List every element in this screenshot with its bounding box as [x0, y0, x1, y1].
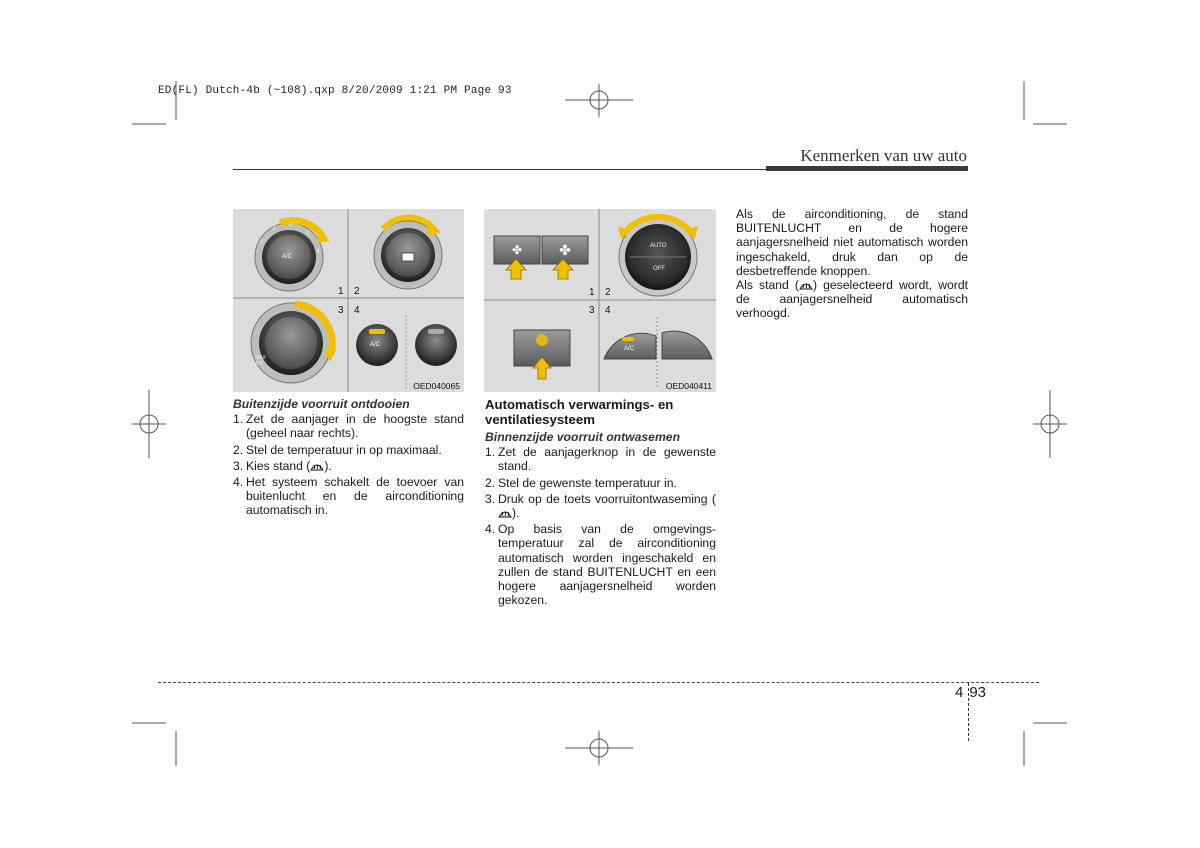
panel-number-3: 3 — [589, 305, 595, 316]
step-number: 1. — [485, 445, 496, 460]
step-number: 3. — [233, 458, 244, 473]
note-text-end: ) geselecteerd wordt, wordt de aanjagersnelheid automatisch verhoogd. — [736, 278, 969, 321]
knob1-scale-3: 3 — [306, 230, 310, 236]
ac-button-label: A/C — [370, 342, 381, 348]
step-number: 2. — [233, 442, 244, 457]
panel-number-4: 4 — [354, 305, 360, 316]
panel-number-3: 3 — [338, 305, 344, 316]
panel-number-1: 1 — [589, 287, 595, 298]
knob1-ac-label: A/C — [282, 254, 293, 260]
step-text: Op basis van de omgevings-temperatuur zal de airconditioning automatisch worden ingeschakeld en zullen de stand BUITENLUCHT en een hogere aanjagersnelheid worden gekozen. — [498, 522, 716, 608]
print-slug: ED(FL) Dutch-4b (~108).qxp 8/20/2009 1:21 PM Page 93 — [158, 85, 512, 97]
list-item — [485, 476, 716, 490]
note-paragraph-defrost — [736, 278, 968, 321]
knob1-scale-4: 4 — [316, 249, 320, 255]
page-number — [955, 684, 986, 701]
list-item — [485, 522, 716, 607]
list-item — [233, 412, 464, 440]
step-number: 3. — [485, 491, 496, 506]
step-text: Het systeem schakelt de toevoer van buitenlucht en de airconditioning automatisch in. — [246, 475, 464, 518]
step-text: Stel de gewenste temperatuur in. — [498, 475, 677, 490]
step-number: 2. — [485, 475, 496, 490]
steps-list — [485, 445, 716, 607]
dial-auto-label: AUTO — [650, 243, 667, 249]
panel-number-2: 2 — [605, 287, 611, 298]
column-notes — [736, 207, 968, 321]
list-item — [485, 445, 716, 473]
step-text: Zet de aanjagerknop in de gewenste stand. — [498, 445, 716, 474]
step-number: 4. — [233, 475, 244, 490]
knob3-max-ac-label: MAX A/C — [255, 355, 266, 367]
step-text: Druk op de toets voorruitontwaseming ( — [498, 491, 716, 506]
figure-code: OED040065 — [413, 381, 460, 391]
step-text: Zet de aanjager in de hoogste stand (geheel naar rechts). — [246, 412, 464, 441]
knob1-scale-2: 2 — [289, 222, 293, 228]
list-item — [485, 492, 716, 520]
step-text-end: ). — [324, 458, 332, 473]
step-number: 4. — [485, 522, 496, 537]
note-text: Als stand ( — [736, 278, 799, 293]
list-item — [233, 443, 464, 457]
header-bar — [766, 166, 968, 171]
svg-text:✤: ✤ — [511, 243, 523, 257]
step-text: Stel de temperatuur in op maximaal. — [246, 442, 442, 457]
chapter-number: 4 — [955, 684, 964, 701]
knob1-scale-0: 0 — [260, 240, 264, 246]
list-item — [233, 475, 464, 518]
defrost-icon — [498, 508, 512, 519]
caption-exterior-defrost: Buitenzijde voorruit ontdooien — [233, 397, 410, 411]
list-item — [233, 459, 464, 473]
figure-auto-climate-controls — [484, 209, 716, 392]
figure-defrost-controls — [233, 209, 464, 392]
svg-text:✤: ✤ — [559, 243, 571, 259]
figure-code: OED040411 — [665, 381, 712, 391]
steps-list — [233, 412, 464, 517]
heading-auto-climate: Automatisch verwarmings- en ventilatiesysteem — [485, 397, 674, 427]
ac-button-label: A/C — [624, 346, 635, 352]
column-auto-climate — [485, 397, 716, 609]
footer-rule — [158, 682, 1039, 683]
step-number: 1. — [233, 412, 244, 427]
panel-number-1: 1 — [338, 286, 344, 297]
knob1-scale-1: 1 — [273, 226, 277, 232]
defrost-icon — [799, 280, 813, 291]
section-title: Kenmerken van uw auto — [800, 146, 967, 165]
page-number-value: 93 — [969, 684, 987, 701]
panel-number-4: 4 — [605, 305, 611, 316]
caption-interior-demist: Binnenzijde voorruit ontwasemen — [485, 430, 681, 444]
defrost-icon — [310, 461, 324, 472]
note-paragraph: Als de airconditioning, de stand BUITENLUCHT en de hogere aanjagersnelheid niet automatisch worden ingeschakeld, druk dan op de desbetreffende knoppen. — [736, 207, 968, 278]
step-text: Kies stand ( — [246, 458, 311, 473]
dial-off-label: OFF — [653, 266, 665, 272]
panel-number-2: 2 — [354, 286, 360, 297]
figure2-illustration — [484, 209, 716, 392]
page-number-divider — [968, 683, 969, 741]
column-exterior-defrost — [233, 397, 464, 520]
step-text-end: ). — [512, 506, 520, 521]
